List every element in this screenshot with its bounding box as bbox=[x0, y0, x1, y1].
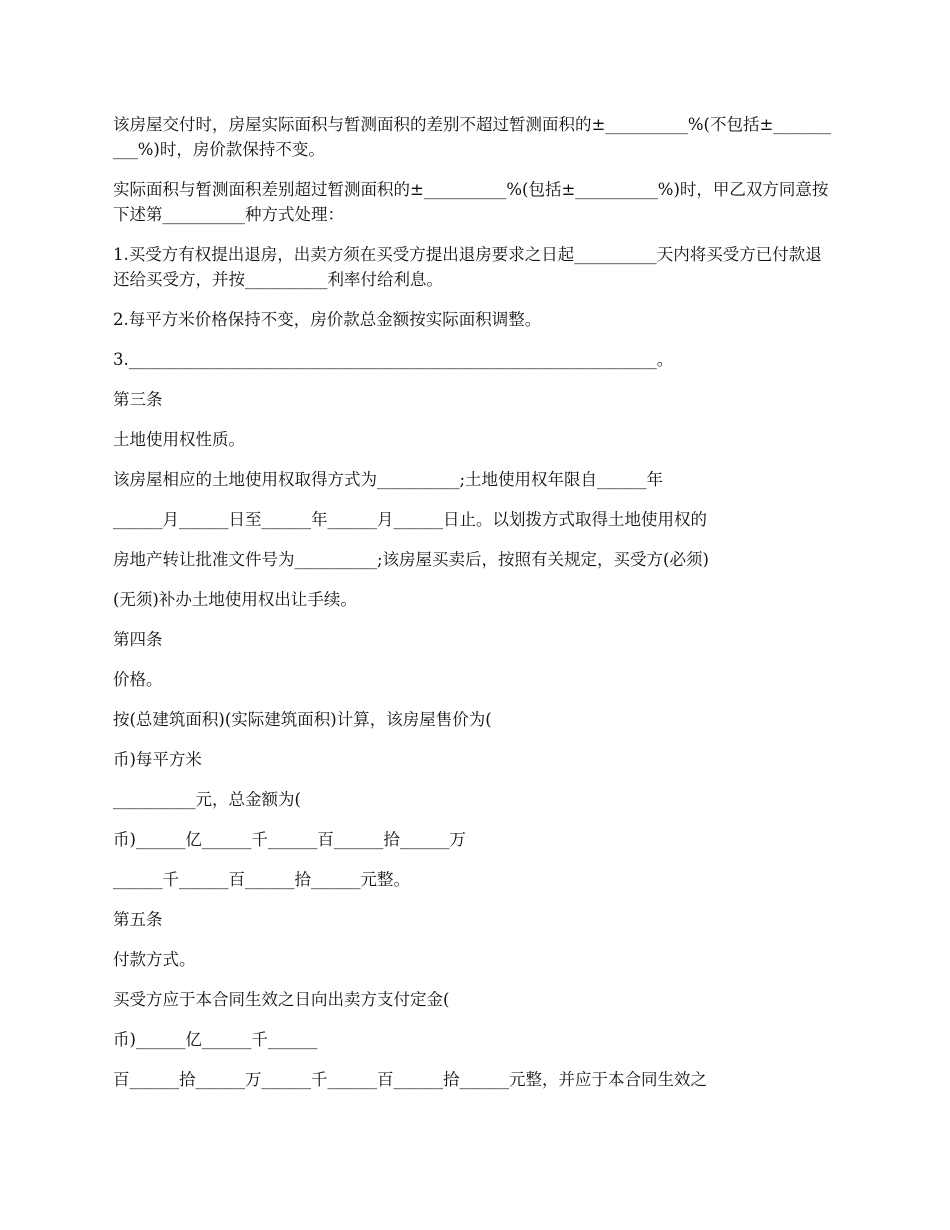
price-line-2: 币)每平方米 bbox=[113, 750, 202, 769]
payment-line-1: 买受方应于本合同生效之日向出卖方支付定金( bbox=[113, 990, 450, 1009]
land-use-line-3: 房地产转让批准文件号为__________;该房屋买卖后，按照有关规定，买受方(必须) bbox=[113, 550, 709, 569]
paragraph-option-1: 1.买受方有权提出退房，出卖方须在买受方提出退房要求之日起__________天内将买受方已付款退还给买受方，并按__________利率付给利息。 bbox=[113, 245, 822, 289]
payment-line-2: 币)______亿______千______ bbox=[113, 1030, 318, 1049]
land-use-line-2: ______月______日至______年______月______日止。以划拨方式取得土地使用权的 bbox=[113, 510, 707, 529]
document-body bbox=[113, 112, 835, 1107]
price-line-5: ______千______百______拾______元整。 bbox=[113, 870, 410, 889]
article-3-heading: 第三条 bbox=[113, 390, 163, 409]
land-use-line-1: 该房屋相应的土地使用权取得方式为__________;土地使用权年限自______年 bbox=[113, 470, 664, 489]
paragraph-area-exceeds: 实际面积与暂测面积差别超过暂测面积的±__________%(包括±__________%)时，甲乙双方同意按下述第__________种方式处理： bbox=[113, 180, 829, 224]
price-line-1: 按(总建筑面积)(实际建筑面积)计算，该房屋售价为( bbox=[113, 710, 492, 729]
paragraph-option-2: 2.每平方米价格保持不变，房价款总金额按实际面积调整。 bbox=[113, 310, 542, 329]
article-3-title: 土地使用权性质。 bbox=[113, 430, 245, 449]
price-line-3: __________元，总金额为( bbox=[113, 790, 301, 809]
paragraph-option-3: 3.________________________________________________________________。 bbox=[113, 350, 674, 369]
price-line-4: 币)______亿______千______百______拾______万 bbox=[113, 830, 466, 849]
land-use-line-4: (无须)补办土地使用权出让手续。 bbox=[113, 590, 357, 609]
payment-line-3: 百______拾______万______千______百______拾______元整，并应于本合同生效之 bbox=[113, 1070, 707, 1089]
article-5-heading: 第五条 bbox=[113, 910, 163, 929]
article-5-title: 付款方式。 bbox=[113, 950, 196, 969]
article-4-heading: 第四条 bbox=[113, 630, 163, 649]
paragraph-area-tolerance: 该房屋交付时，房屋实际面积与暂测面积的差别不超过暂测面积的±__________%(不包括±__________%)时，房价款保持不变。 bbox=[113, 115, 832, 159]
article-4-title: 价格。 bbox=[113, 670, 163, 689]
